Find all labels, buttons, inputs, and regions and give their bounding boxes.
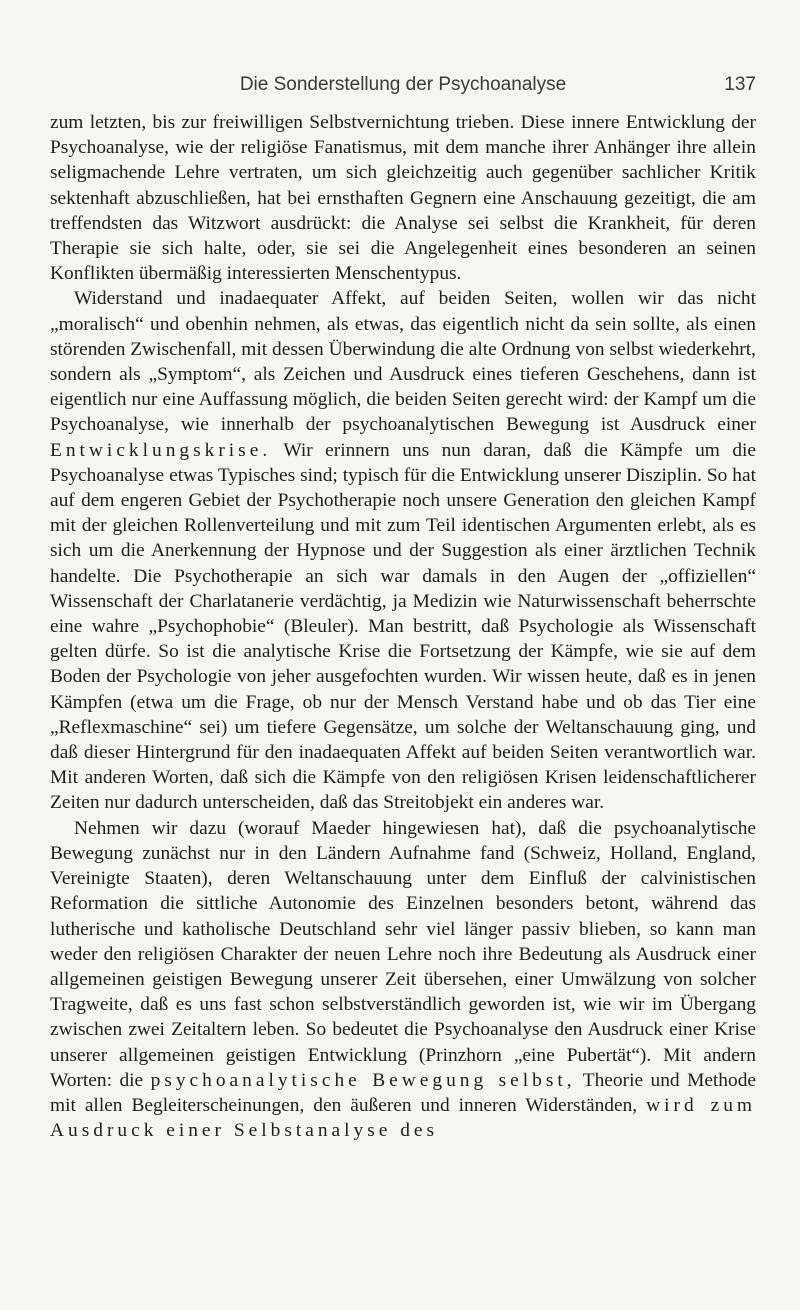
paragraph-3: [50, 816, 756, 1144]
paragraph-2-text-b: Wir erinnern uns nun daran, daß die Kämpfe um die Psychoanalyse etwas Typisches sind; typisch für die Entwicklung unserer Disziplin. So hat auf dem engeren Gebiet der Psychotherapie noch unsere Generation den gleichen Kampf mit der gleichen Rollenverteilung und mit zum Teil identischen Argumenten erlebt, als es sich um die Anerkennung der Hypnose und der Suggestion als einer ärztlichen Technik handelte. Die Psychotherapie an sich war damals in den Augen der „offiziellen“ Wissenschaft der Charlatanerie verdächtig, ja Medizin wie Naturwissenschaft beherrschte eine wahre „Psychophobie“ (Bleuler). Man bestritt, daß Psychologie als Wissenschaft gelten dürfe. So ist die analytische Krise die Fortsetzung der Kämpfe, wie sie auf dem Boden der Psychologie von jeher ausgefochten wurden. Wir wissen heute, daß es in jenen Kämpfen (etwa um die Frage, ob nur der Mensch Verstand habe und ob das Tier eine „Reflexmaschine“ sei) um tiefere Gegensätze, um solche der Weltanschauung ging, und daß dieser Hintergrund für den inadaequaten Affekt auf beiden Seiten verantwortlich war. Mit anderen Worten, daß sich die Kämpfe von den religiösen Krisen leidenschaftlicherer Zeiten nur dadurch unterscheiden, daß das Streitobjekt ein anderes war.: [50, 439, 757, 814]
running-title: Die Sonderstellung der Psychoanalyse: [239, 74, 567, 95]
paragraph-3-text-b: Theorie und Methode mit allen Begleiterscheinungen, den äußeren und inneren Widerständen,: [50, 1069, 756, 1116]
paragraph-2-text-a: Widerstand und inadaequater Affekt, auf beiden Seiten, wollen wir das nicht „moralisch“ und obenhin nehmen, als etwas, das eigentlich nicht da sein sollte, als einen störenden Zwischenfall, mit dessen Überwindung die alte Ordnung von selbst wiederkehrt, sondern als „Symptom“, als Zeichen und Ausdruck eines tieferen Geschehens, dann ist eigentlich nur eine Auffassung möglich, die beiden Seiten gerecht wird: der Kampf um die Psychoanalyse, wie innerhalb der psychoanalytischen Bewegung ist Ausdruck einer: [50, 288, 756, 436]
paragraph-3-text-a: Nehmen wir dazu (worauf Maeder hingewiesen hat), daß die psychoanalytische Bewegung zunächst nur in den Ländern Aufnahme fand (Schweiz, Holland, England, Vereinigte Staaten), deren Weltanschauung unter dem Einfluß der calvinistischen Reformation die sittliche Autonomie des Einzelnen besonders betont, während das lutherische und katholische Deutschland sehr viel länger passiv blieben, so kann man weder den religiösen Charakter der neuen Lehre noch ihre Bedeutung als Ausdruck einer allgemeinen geistigen Bewegung unserer Zeit übersehen, einer Umwälzung von solcher Tragweite, daß es uns fast schon selbstverständlich geworden ist, wie wir im Übergang zwischen zwei Zeitaltern leben. So bedeutet die Psychoanalyse den Ausdruck einer Krise unserer allgemeinen geistigen Entwicklung (Prinzhorn „eine Pubertät“). Mit andern Worten: die: [50, 817, 756, 1091]
paragraph-1-text: zum letzten, bis zur freiwilligen Selbstvernichtung trieben. Diese innere Entwicklung der Psychoanalyse, wie der religiöse Fanatismus, mit dem manche ihrer Anhänger ihre allein seligmachende Lehre vertraten, um sich gleichzeitig auch gegenüber sachlicher Kritik sektenhaft abzuschließen, hat bei ernsthaften Gegnern eine Anschauung gezeitigt, die am treffendsten das Witzwort ausdrückt: die Analyse sei selbst die Krankheit, für deren Therapie sie sich halte, oder, sie sei die Angelegenheit eines besonderen an seinen Konflikten übermäßig interessierten Menschentypus.: [50, 112, 756, 285]
emphasis-selbstanalyse: wird zum Ausdruck einer Selbstanalyse des: [50, 1094, 756, 1142]
emphasis-entwicklungskrise: Entwicklungskrise.: [50, 439, 272, 461]
page-number: 137: [724, 74, 756, 95]
body-text: [50, 110, 756, 1143]
emphasis-psychoanalytische-bewegung: psychoanalytische Bewegung selbst,: [150, 1069, 576, 1091]
paragraph-1: [50, 110, 756, 286]
paragraph-2: [50, 286, 756, 815]
running-head: [50, 74, 756, 102]
